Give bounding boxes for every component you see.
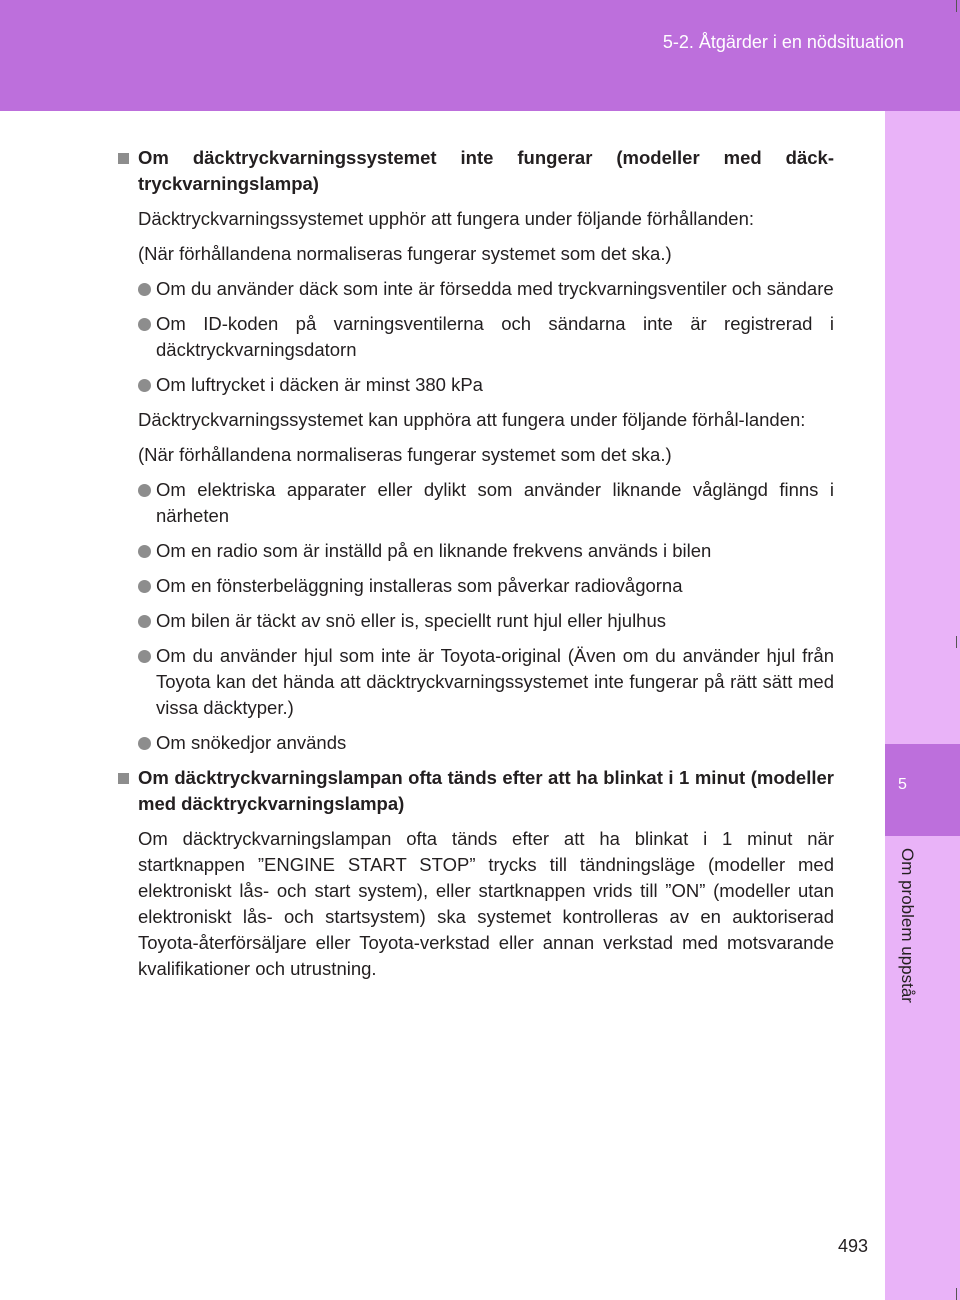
section-heading-text: Om däcktryckvarningslampan ofta tänds efter att ha blinkat i 1 minut (modeller med däcktryckvarningslampa) bbox=[138, 767, 834, 814]
paragraph-note: (När förhållandena normaliseras fungerar systemet som det ska.) bbox=[138, 243, 672, 264]
section-heading bbox=[118, 765, 834, 817]
list-item-text: Om ID-koden på varningsventilerna och sändarna inte är registrerad i däcktryckvarningsdatorn bbox=[156, 313, 834, 360]
crop-mark bbox=[956, 1288, 957, 1300]
watermark: carmanualsonline.info bbox=[518, 1268, 822, 1299]
round-bullet-icon bbox=[138, 318, 151, 331]
paragraph: Däcktryckvarningssystemet upphör att fungera under följande förhållanden: bbox=[138, 208, 754, 229]
chapter-title: Om problem uppstår bbox=[898, 848, 917, 1003]
list-item-text: Om elektriska apparater eller dylikt som använder liknande våglängd finns i närheten bbox=[156, 479, 834, 526]
main-content bbox=[118, 145, 834, 982]
list-item bbox=[118, 276, 834, 302]
round-bullet-icon bbox=[138, 379, 151, 392]
paragraph: Om däcktryckvarningslampan ofta tänds efter att ha blinkat i 1 minut när startknappen ”ENGINE START STOP” trycks till tändningsläge (modeller med elektroniskt lås- och start system), eller startknappen vrids till ”ON” (modeller utan elektroniskt lås- och startsystem) ska systemet kontrolleras av en auktoriserad Toyota-återförsäljare eller Toyota-verkstad eller annan verkstad med motsvarande kvalifikationer och utrustning. bbox=[138, 828, 834, 979]
list-item-text: Om du använder hjul som inte är Toyota-original (Även om du använder hjul från Toyota kan det hända att däcktryckvarningssystemet inte fungerar på rätt sätt med vissa däcktyper.) bbox=[156, 645, 834, 718]
list-item-text: Om en fönsterbeläggning installeras som påverkar radiovågorna bbox=[156, 575, 683, 596]
page-number: 493 bbox=[838, 1236, 869, 1256]
square-bullet-icon bbox=[118, 773, 129, 784]
chapter-number: 5 bbox=[898, 776, 907, 793]
round-bullet-icon bbox=[138, 615, 151, 628]
round-bullet-icon bbox=[138, 737, 151, 750]
round-bullet-icon bbox=[138, 580, 151, 593]
section-title: 5-2. Åtgärder i en nödsituation bbox=[662, 32, 904, 52]
list-item bbox=[118, 608, 834, 634]
list-item bbox=[118, 573, 834, 599]
square-bullet-icon bbox=[118, 153, 129, 164]
round-bullet-icon bbox=[138, 545, 151, 558]
header-band bbox=[0, 0, 960, 111]
section-heading bbox=[118, 145, 834, 197]
round-bullet-icon bbox=[138, 650, 151, 663]
crop-mark bbox=[956, 636, 957, 648]
paragraph: Däcktryckvarningssystemet kan upphöra att fungera under följande förhål-landen: bbox=[138, 409, 806, 430]
list-item-text: Om bilen är täckt av snö eller is, speciellt runt hjul eller hjulhus bbox=[156, 610, 667, 631]
section-heading-text: Om däcktryckvarningssystemet inte fungerar (modeller med däck-tryckvarningslampa) bbox=[138, 147, 834, 194]
list-item bbox=[118, 643, 834, 721]
list-item bbox=[118, 730, 834, 756]
round-bullet-icon bbox=[138, 484, 151, 497]
list-item bbox=[118, 538, 834, 564]
paragraph-note: (När förhållandena normaliseras fungerar systemet som det ska.) bbox=[138, 444, 672, 465]
list-item-text: Om luftrycket i däcken är minst 380 kPa bbox=[156, 374, 483, 395]
round-bullet-icon bbox=[138, 283, 151, 296]
crop-mark bbox=[956, 0, 957, 12]
list-item-text: Om snökedjor används bbox=[156, 732, 347, 753]
list-item-text: Om du använder däck som inte är försedda med tryckvarningsventiler och sändare bbox=[156, 278, 834, 299]
list-item bbox=[118, 372, 834, 398]
side-tab-upper bbox=[885, 111, 960, 744]
list-item bbox=[118, 477, 834, 529]
list-item-text: Om en radio som är inställd på en liknande frekvens används i bilen bbox=[156, 540, 712, 561]
list-item bbox=[118, 311, 834, 363]
